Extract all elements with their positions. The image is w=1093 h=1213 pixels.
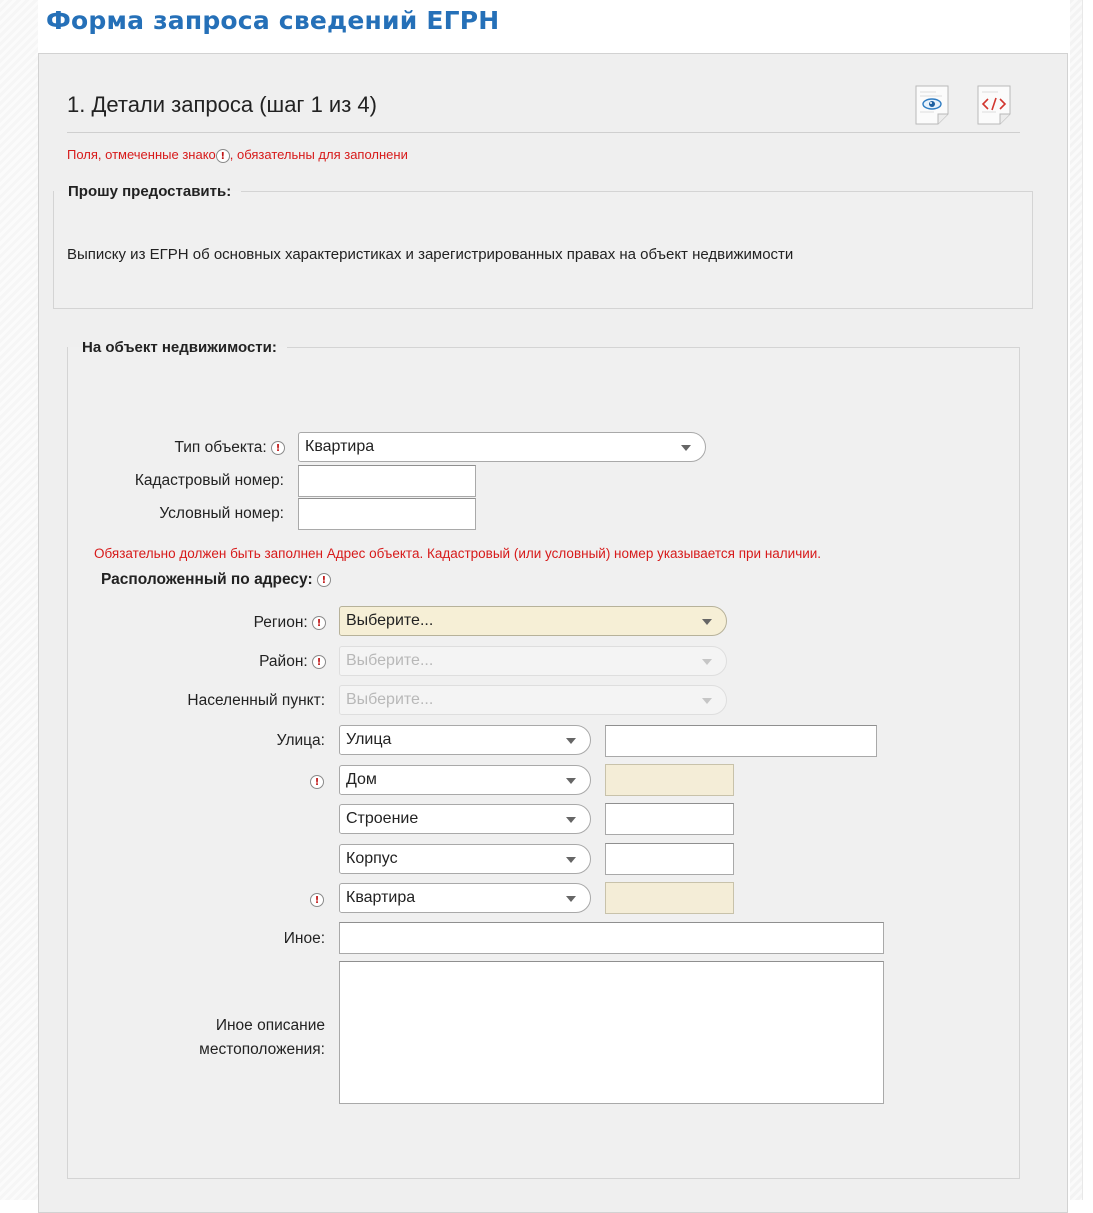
- other-input[interactable]: [339, 922, 884, 954]
- chevron-down-icon: [702, 698, 712, 704]
- building-type-value: Строение: [346, 810, 419, 827]
- district-value: Выберите...: [346, 652, 434, 669]
- district-label: [259, 653, 326, 671]
- conditional-number-label: Условный номер:: [159, 505, 284, 522]
- chevron-down-icon: [566, 817, 576, 823]
- flat-number-input[interactable]: [605, 882, 734, 914]
- preview-eye-icon[interactable]: [914, 84, 950, 126]
- other-description-label: [199, 1014, 325, 1062]
- house-type-value: Дом: [346, 771, 377, 788]
- page-background-left: [0, 0, 38, 1200]
- object-type-select[interactable]: [298, 432, 706, 462]
- chevron-down-icon: [566, 896, 576, 902]
- request-legend: Прошу предоставить:: [68, 183, 232, 200]
- object-type-value: Квартира: [305, 438, 375, 455]
- required-exclamation-icon: !: [310, 775, 324, 789]
- house-type-select[interactable]: [339, 765, 591, 795]
- street-type-value: Улица: [346, 731, 392, 748]
- required-exclamation-icon: !: [312, 616, 326, 630]
- required-exclamation-icon: !: [271, 441, 285, 455]
- locality-label: Населенный пункт:: [187, 692, 325, 709]
- region-value: Выберите...: [346, 612, 434, 629]
- object-legend: На объект недвижимости:: [82, 339, 277, 356]
- xml-code-icon[interactable]: [976, 84, 1012, 126]
- corpus-type-value: Корпус: [346, 850, 398, 867]
- required-exclamation-icon: !: [310, 893, 324, 907]
- address-heading: [101, 571, 331, 589]
- region-select[interactable]: [339, 606, 727, 636]
- street-label: Улица:: [276, 732, 325, 749]
- chevron-down-icon: [566, 778, 576, 784]
- locality-value: Выберите...: [346, 691, 434, 708]
- title-divider: [67, 132, 1020, 133]
- corpus-type-select[interactable]: [339, 844, 591, 874]
- address-required-warning: Обязательно должен быть заполнен Адрес объекта. Кадастровый (или условный) номер указывается при наличии.: [94, 546, 822, 561]
- other-label: Иное:: [283, 930, 325, 947]
- cadastral-number-input[interactable]: [298, 465, 476, 497]
- object-type-label-text: Тип объекта:: [174, 439, 267, 456]
- required-exclamation-icon: !: [317, 573, 331, 587]
- chevron-down-icon: [566, 857, 576, 863]
- required-note-text-after: , обязательны для заполнени: [229, 147, 408, 162]
- street-type-select[interactable]: [339, 725, 591, 755]
- conditional-number-input[interactable]: [298, 498, 476, 530]
- other-description-textarea[interactable]: [339, 961, 884, 1104]
- district-label-text: Район:: [259, 653, 308, 670]
- chevron-down-icon: [566, 738, 576, 744]
- other-description-label-line1: Иное описание: [215, 1017, 325, 1034]
- required-exclamation-icon: !: [216, 149, 230, 163]
- scroll-gutter: [1082, 0, 1093, 1200]
- required-exclamation-icon: !: [312, 655, 326, 669]
- building-type-select[interactable]: [339, 804, 591, 834]
- cadastral-number-label: Кадастровый номер:: [134, 472, 284, 489]
- page-title: Форма запроса сведений ЕГРН: [46, 6, 500, 35]
- other-description-label-line2: местоположения:: [199, 1041, 325, 1058]
- chevron-down-icon: [702, 619, 712, 625]
- corpus-number-input[interactable]: [605, 843, 734, 875]
- house-number-input[interactable]: [605, 764, 734, 796]
- district-select[interactable]: [339, 646, 727, 676]
- required-fields-note: [67, 147, 408, 163]
- locality-select[interactable]: [339, 685, 727, 715]
- object-type-label: [174, 439, 285, 457]
- step-title: 1. Детали запроса (шаг 1 из 4): [67, 92, 377, 117]
- required-note-text-before: Поля, отмеченные знако: [67, 147, 216, 162]
- flat-type-value: Квартира: [346, 889, 416, 906]
- street-name-input[interactable]: [605, 725, 877, 757]
- building-number-input[interactable]: [605, 803, 734, 835]
- request-description: Выписку из ЕГРН об основных характеристиках и зарегистрированных правах на объект недвижимости: [67, 246, 794, 263]
- region-label: [254, 614, 326, 632]
- region-label-text: Регион:: [253, 614, 308, 631]
- chevron-down-icon: [702, 659, 712, 665]
- address-heading-text: Расположенный по адресу:: [101, 571, 313, 588]
- chevron-down-icon: [681, 445, 691, 451]
- flat-type-select[interactable]: [339, 883, 591, 913]
